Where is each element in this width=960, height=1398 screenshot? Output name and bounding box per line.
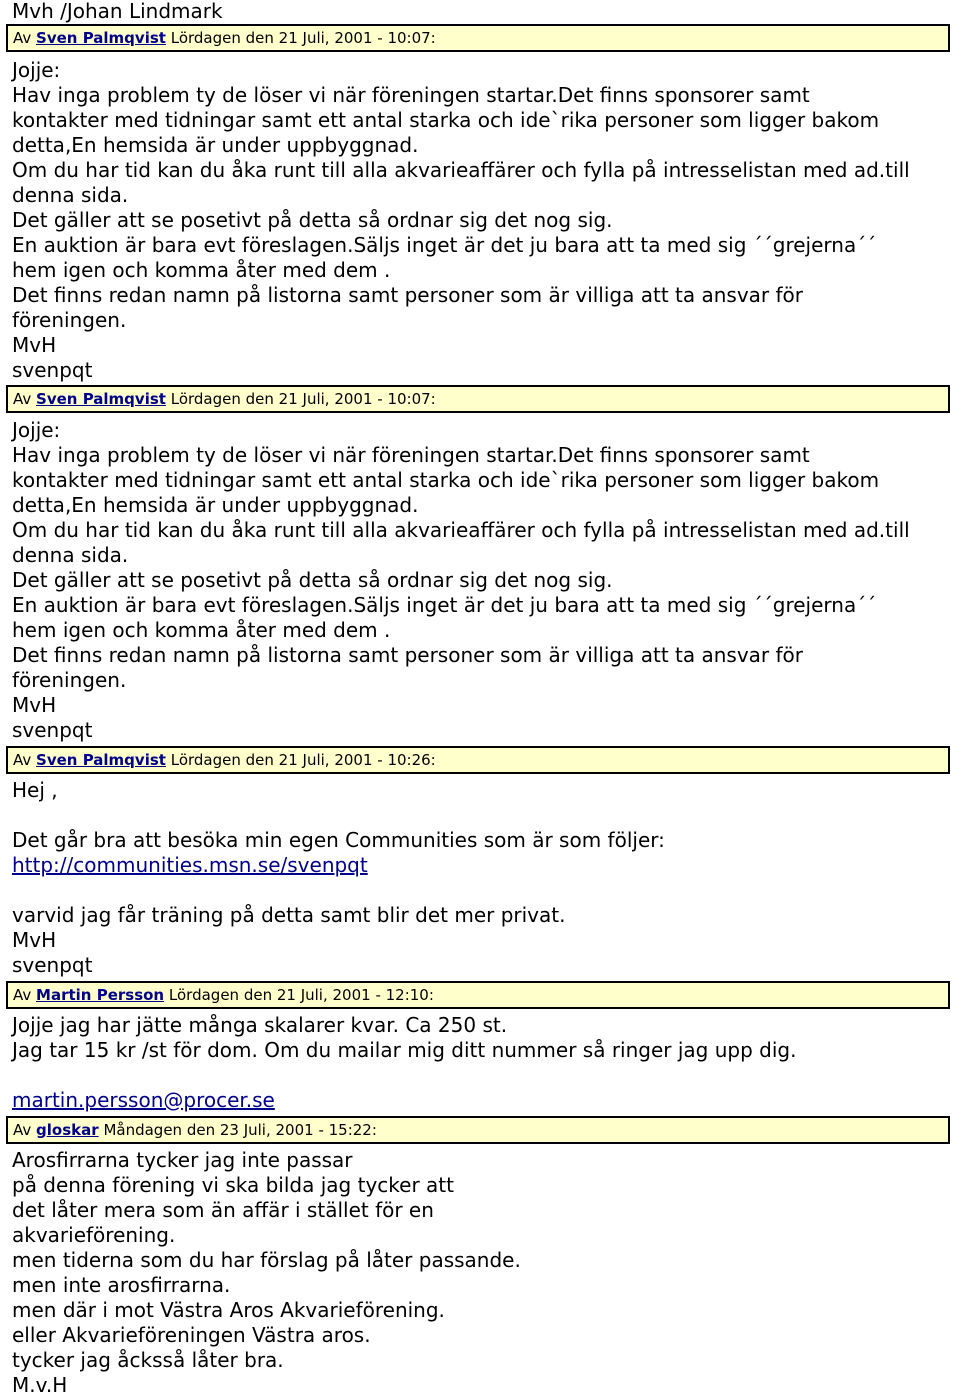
post-body bbox=[12, 1148, 952, 1398]
author-link[interactable]: Martin Persson bbox=[36, 986, 165, 1004]
post-line: kontakter med tidningar samt ett antal starka och ide`rika personer som ligger bakom bbox=[12, 468, 880, 492]
post-line: kontakter med tidningar samt ett antal starka och ide`rika personer som ligger bakom bbox=[12, 108, 880, 132]
post-line bbox=[12, 878, 952, 903]
by-prefix: Av bbox=[13, 29, 32, 47]
post-line: M.v.H bbox=[12, 1373, 68, 1397]
post-line: hem igen och komma åter med dem . bbox=[12, 618, 391, 642]
post-line: Jojje jag har jätte många skalarer kvar. Ca 250 st. bbox=[12, 1013, 508, 1037]
post-line: denna sida. bbox=[12, 543, 129, 567]
post-line: föreningen. bbox=[12, 668, 127, 692]
post-line: denna sida. bbox=[12, 183, 129, 207]
post-body bbox=[12, 778, 952, 978]
post-line: eller Akvarieföreningen Västra aros. bbox=[12, 1323, 371, 1347]
post-line: Det går bra att besöka min egen Communities som är som följer: bbox=[12, 828, 665, 852]
post-line: men inte arosfirrarna. bbox=[12, 1273, 231, 1297]
author-link[interactable]: Sven Palmqvist bbox=[36, 29, 166, 47]
post-line: MvH bbox=[12, 928, 57, 952]
post-line bbox=[12, 1063, 952, 1088]
post-header bbox=[6, 981, 950, 1009]
post-line: på denna förening vi ska bilda jag tycker att bbox=[12, 1173, 454, 1197]
post-line: Det finns redan namn på listorna samt personer som är villiga att ta ansvar för bbox=[12, 283, 804, 307]
post-line: varvid jag får träning på detta samt blir det mer privat. bbox=[12, 903, 566, 927]
post-line: MvH bbox=[12, 693, 57, 717]
post-line: svenpqt bbox=[12, 358, 93, 382]
post-line: Jag tar 15 kr /st för dom. Om du mailar mig ditt nummer så ringer jag upp dig. bbox=[12, 1038, 797, 1062]
post-line: Det gäller att se posetivt på detta så ordnar sig det nog sig. bbox=[12, 208, 613, 232]
author-link[interactable]: Sven Palmqvist bbox=[36, 751, 166, 769]
by-prefix: Av bbox=[13, 390, 32, 408]
post-line: Arosfirrarna tycker jag inte passar bbox=[12, 1148, 353, 1172]
post-header bbox=[6, 385, 950, 413]
signature-line: Mvh /Johan Lindmark bbox=[12, 0, 223, 23]
email-link[interactable]: martin.persson@procer.se bbox=[12, 1088, 275, 1112]
post-line: Hav inga problem ty de löser vi när föreningen startar.Det finns sponsorer samt bbox=[12, 83, 810, 107]
post-line: detta,En hemsida är under uppbyggnad. bbox=[12, 133, 419, 157]
post-date: Lördagen den 21 Juli, 2001 - 10:26: bbox=[170, 751, 436, 769]
post-line: Om du har tid kan du åka runt till alla akvarieaffärer och fylla på intresselistan med ad.till bbox=[12, 158, 910, 182]
post-header bbox=[6, 746, 950, 774]
post-date: Lördagen den 21 Juli, 2001 - 10:07: bbox=[170, 390, 436, 408]
post-line: MvH bbox=[12, 333, 57, 357]
post-header bbox=[6, 24, 950, 52]
community-link[interactable]: http://communities.msn.se/svenpqt bbox=[12, 853, 368, 877]
by-prefix: Av bbox=[13, 986, 32, 1004]
post-line: Det gäller att se posetivt på detta så ordnar sig det nog sig. bbox=[12, 568, 613, 592]
post-line: hem igen och komma åter med dem . bbox=[12, 258, 391, 282]
by-prefix: Av bbox=[13, 751, 32, 769]
post-line: svenpqt bbox=[12, 718, 93, 742]
post-line bbox=[12, 853, 952, 878]
post-body bbox=[12, 58, 952, 383]
post-line: svenpqt bbox=[12, 953, 93, 977]
by-prefix: Av bbox=[13, 1121, 32, 1139]
post-line: Jojje: bbox=[12, 418, 61, 442]
post-line: detta,En hemsida är under uppbyggnad. bbox=[12, 493, 419, 517]
post-line: det låter mera som än affär i stället för en bbox=[12, 1198, 434, 1222]
post-body bbox=[12, 1013, 952, 1113]
post-line: men där i mot Västra Aros Akvarieförening. bbox=[12, 1298, 445, 1322]
post-body bbox=[12, 418, 952, 743]
post-line bbox=[12, 1088, 952, 1113]
post-date: Måndagen den 23 Juli, 2001 - 15:22: bbox=[103, 1121, 377, 1139]
post-header bbox=[6, 1116, 950, 1144]
post-line: En auktion är bara evt föreslagen.Säljs inget är det ju bara att ta med sig ´´grejerna´´ bbox=[12, 233, 877, 257]
post-line: Om du har tid kan du åka runt till alla akvarieaffärer och fylla på intresselistan med ad.till bbox=[12, 518, 910, 542]
author-link[interactable]: gloskar bbox=[36, 1121, 99, 1139]
post-line: Hej , bbox=[12, 778, 58, 802]
post-line: men tiderna som du har förslag på låter passande. bbox=[12, 1248, 521, 1272]
post-date: Lördagen den 21 Juli, 2001 - 10:07: bbox=[170, 29, 436, 47]
post-line: Jojje: bbox=[12, 58, 61, 82]
post-date: Lördagen den 21 Juli, 2001 - 12:10: bbox=[168, 986, 434, 1004]
post-line: akvarieförening. bbox=[12, 1223, 176, 1247]
post-line: En auktion är bara evt föreslagen.Säljs inget är det ju bara att ta med sig ´´grejerna´´ bbox=[12, 593, 877, 617]
post-line bbox=[12, 803, 952, 828]
post-line: tycker jag åcksså låter bra. bbox=[12, 1348, 284, 1372]
post-line: föreningen. bbox=[12, 308, 127, 332]
post-line: Hav inga problem ty de löser vi när föreningen startar.Det finns sponsorer samt bbox=[12, 443, 810, 467]
post-line: Det finns redan namn på listorna samt personer som är villiga att ta ansvar för bbox=[12, 643, 804, 667]
author-link[interactable]: Sven Palmqvist bbox=[36, 390, 166, 408]
